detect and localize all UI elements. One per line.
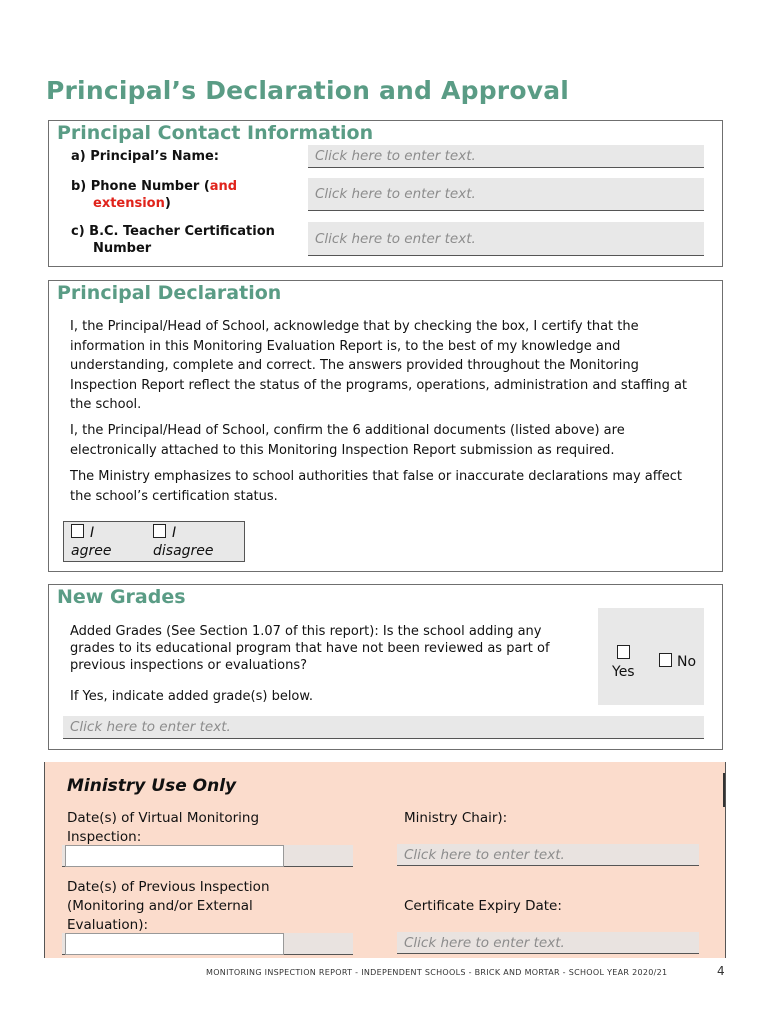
ministry-chair-placeholder: Click here to enter text.	[404, 846, 565, 863]
page-title: Principal’s Declaration and Approval	[46, 76, 570, 105]
agree-label: agree	[71, 543, 112, 559]
yes-label: Yes	[612, 664, 635, 680]
certificate-expiry-field[interactable]	[397, 932, 699, 954]
agree-checkbox-box	[71, 524, 84, 538]
ministry-chair-label: Ministry Chair):	[404, 810, 508, 826]
no-checkbox[interactable]	[659, 653, 696, 671]
disagree-checkbox[interactable]	[153, 524, 214, 560]
previous-inspection-label: Date(s) of Previous Inspection (Monitoring and/or External Evaluation):	[67, 879, 270, 933]
certification-label-line1: c) B.C. Teacher Certification	[71, 224, 275, 239]
declaration-paragraph-2: I, the Principal/Head of School, confirm the 6 additional documents (listed above) are electronically attached to this Monitoring Inspection Report submission as required.	[70, 423, 625, 458]
ministry-top-right-border	[723, 773, 725, 807]
agree-label-i: I	[90, 525, 95, 541]
declaration-paragraph-1: I, the Principal/Head of School, acknowledge that by checking the box, I certify that the information in this Monitoring Evaluation Report is, to the best of my knowledge and understanding, complete and correct. The answers provided throughout the Monitoring Inspection Report reflect the status of the programs, operations, administration and staffing at the school.	[70, 319, 688, 412]
added-grades-field[interactable]	[63, 716, 704, 739]
certificate-expiry-label: Certificate Expiry Date:	[404, 898, 562, 914]
no-checkbox-box	[659, 653, 672, 667]
disagree-label-i: I	[172, 525, 177, 541]
declaration-paragraph-3: The Ministry emphasizes to school authorities that false or inaccurate declarations may affect the school’s certification status.	[70, 469, 682, 504]
principal-name-label: a) Principal’s Name:	[71, 149, 220, 164]
certification-label	[71, 223, 275, 257]
previous-inspection-date-input[interactable]	[65, 933, 284, 955]
agree-checkbox[interactable]	[71, 524, 111, 560]
certification-field[interactable]	[308, 222, 704, 256]
ministry-chair-field[interactable]	[397, 844, 699, 866]
phone-label-extension: extension	[93, 196, 165, 211]
certification-label-line2: Number	[93, 241, 152, 256]
phone-label-and: and	[209, 179, 238, 194]
ministry-title: Ministry Use Only	[67, 776, 237, 796]
if-yes-text: If Yes, indicate added grade(s) below.	[70, 689, 313, 704]
principal-name-placeholder: Click here to enter text.	[315, 148, 476, 164]
declaration-section-title: Principal Declaration	[57, 282, 282, 304]
new-grades-question: Added Grades (See Section 1.07 of this report): Is the school adding any grades to its educational program that have not been reviewed as part of previous inspections or evaluations?	[70, 624, 550, 673]
virtual-inspection-label: Date(s) of Virtual Monitoring Inspection:	[67, 810, 260, 845]
disagree-checkbox-box	[153, 524, 166, 538]
phone-label-close: )	[164, 196, 171, 211]
virtual-inspection-date-input[interactable]	[65, 845, 284, 867]
certification-placeholder: Click here to enter text.	[315, 230, 476, 247]
new-grades-title: New Grades	[57, 586, 186, 608]
principal-name-field[interactable]	[308, 145, 704, 168]
yes-checkbox-box	[617, 645, 630, 659]
no-label: No	[677, 654, 697, 670]
certificate-expiry-placeholder: Click here to enter text.	[404, 934, 565, 951]
phone-label	[71, 178, 291, 212]
phone-placeholder: Click here to enter text.	[315, 186, 476, 202]
page-number: 4	[717, 964, 725, 978]
yes-checkbox[interactable]	[612, 645, 635, 681]
phone-label-text: b) Phone Number (	[71, 179, 210, 194]
disagree-label: disagree	[153, 543, 214, 559]
page-footer: MONITORING INSPECTION REPORT - INDEPENDENT SCHOOLS - BRICK AND MORTAR - SCHOOL YEAR 2020/21	[206, 968, 668, 977]
added-grades-placeholder: Click here to enter text.	[70, 719, 231, 735]
phone-field[interactable]	[308, 178, 704, 211]
contact-section-title: Principal Contact Information	[57, 122, 374, 144]
